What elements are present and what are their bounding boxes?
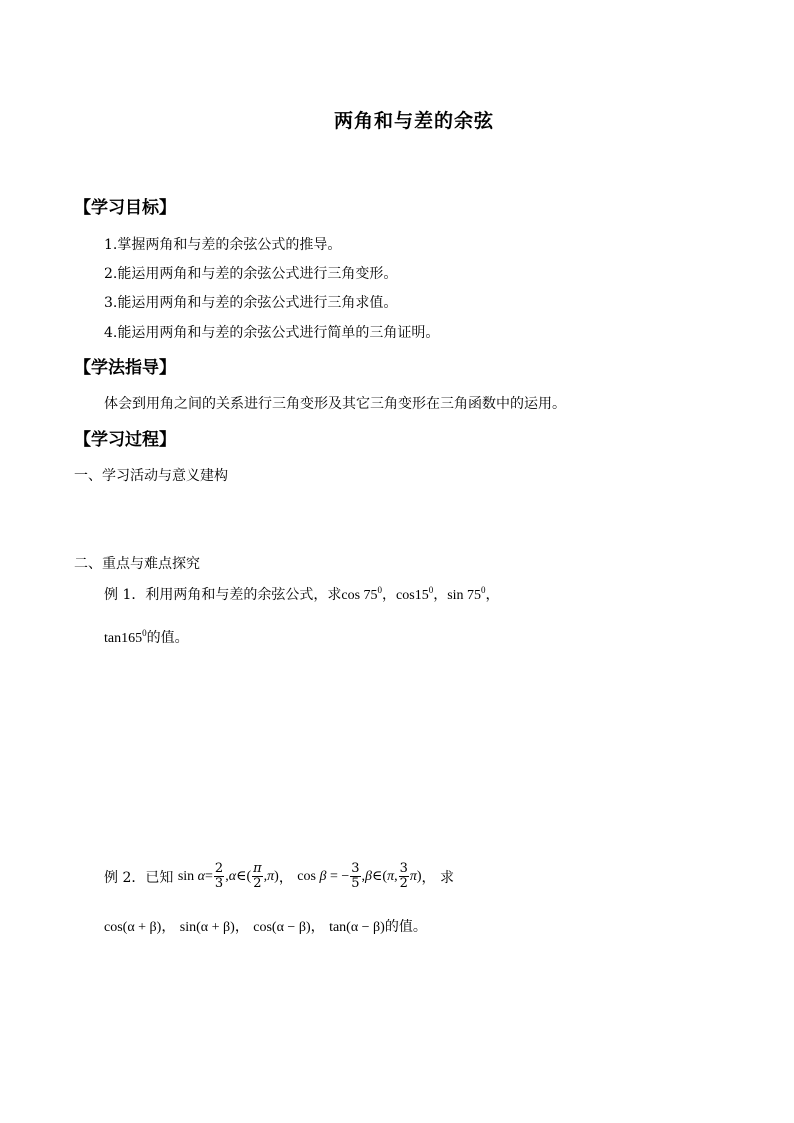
goal-item: 1.掌握两角和与差的余弦公式的推导。 [104, 237, 342, 253]
separator: ， [234, 919, 249, 935]
example-1-line-2 [104, 627, 189, 647]
separator: ， [433, 587, 448, 603]
separator: ， [278, 869, 293, 886]
separator: ， [310, 919, 325, 935]
math-interval-tail: ,π) [263, 868, 279, 884]
example-1-prefix: 例 1．利用两角和与差的余弦公式，求 [104, 587, 342, 603]
section-heading-goals: 【学习目标】 [74, 198, 176, 218]
math-cos-beta: cos β = − [297, 868, 350, 884]
math-sin-sum: sin(α + β) [179, 920, 235, 935]
example-2-ask: 求 [440, 869, 454, 886]
goal-item: 2.能运用两角和与差的余弦公式进行三角变形。 [104, 266, 398, 282]
section-heading-method: 【学法指导】 [74, 358, 176, 378]
fraction-3-2: $\frac{3}{2}$ [399, 861, 408, 891]
method-text: 体会到用角之间的关系进行三角变形及其它三角变形在三角函数中的运用。 [104, 396, 566, 412]
example-1-line-1 [104, 584, 500, 604]
math-sin-alpha: sin α= [177, 868, 213, 884]
math-cos15: $\cos 15^0$ [396, 585, 434, 603]
math-cos-sum: cos(α + β) [104, 920, 162, 935]
separator: ， [485, 587, 500, 603]
page-title: 两角和与差的余弦 [334, 110, 495, 132]
math-cos75: $\cos 75^0$ [341, 585, 383, 603]
math-beta-interval-tail: π) [409, 868, 422, 884]
math-tan-diff: tan(α − β) [329, 920, 385, 935]
example-2-suffix: 的值。 [384, 919, 427, 935]
example-2-prefix: 例 2．已知 [104, 869, 174, 886]
goal-item: 3.能运用两角和与差的余弦公式进行三角求值。 [104, 295, 398, 311]
math-cos-diff: cos(α − β) [253, 920, 311, 935]
separator: ， [161, 919, 176, 935]
fraction-2-3: $\frac{2}{3}$ [214, 861, 224, 891]
section-heading-process: 【学习过程】 [74, 430, 176, 450]
example-1-suffix: 的值。 [146, 630, 189, 646]
example-2-line-1 [104, 862, 454, 891]
goal-item: 4.能运用两角和与差的余弦公式进行简单的三角证明。 [104, 325, 440, 341]
math-alpha-interval: ,α∈( [225, 869, 252, 884]
math-beta-interval: ,β∈(π, [361, 869, 398, 884]
separator: ， [382, 587, 397, 603]
math-tan165: $\tan 165^0$ [104, 628, 147, 646]
example-2-line-2 [104, 916, 427, 936]
fraction-pi-2: $\frac{\pi}{2}$ [253, 861, 262, 891]
subsection-activity: 一、学习活动与意义建构 [74, 468, 228, 484]
subsection-key-points: 二、重点与难点探究 [74, 556, 200, 572]
math-sin75: $\sin 75^0$ [447, 585, 486, 603]
fraction-3-5: $\frac{3}{5}$ [351, 861, 360, 891]
separator: ， [421, 869, 436, 886]
